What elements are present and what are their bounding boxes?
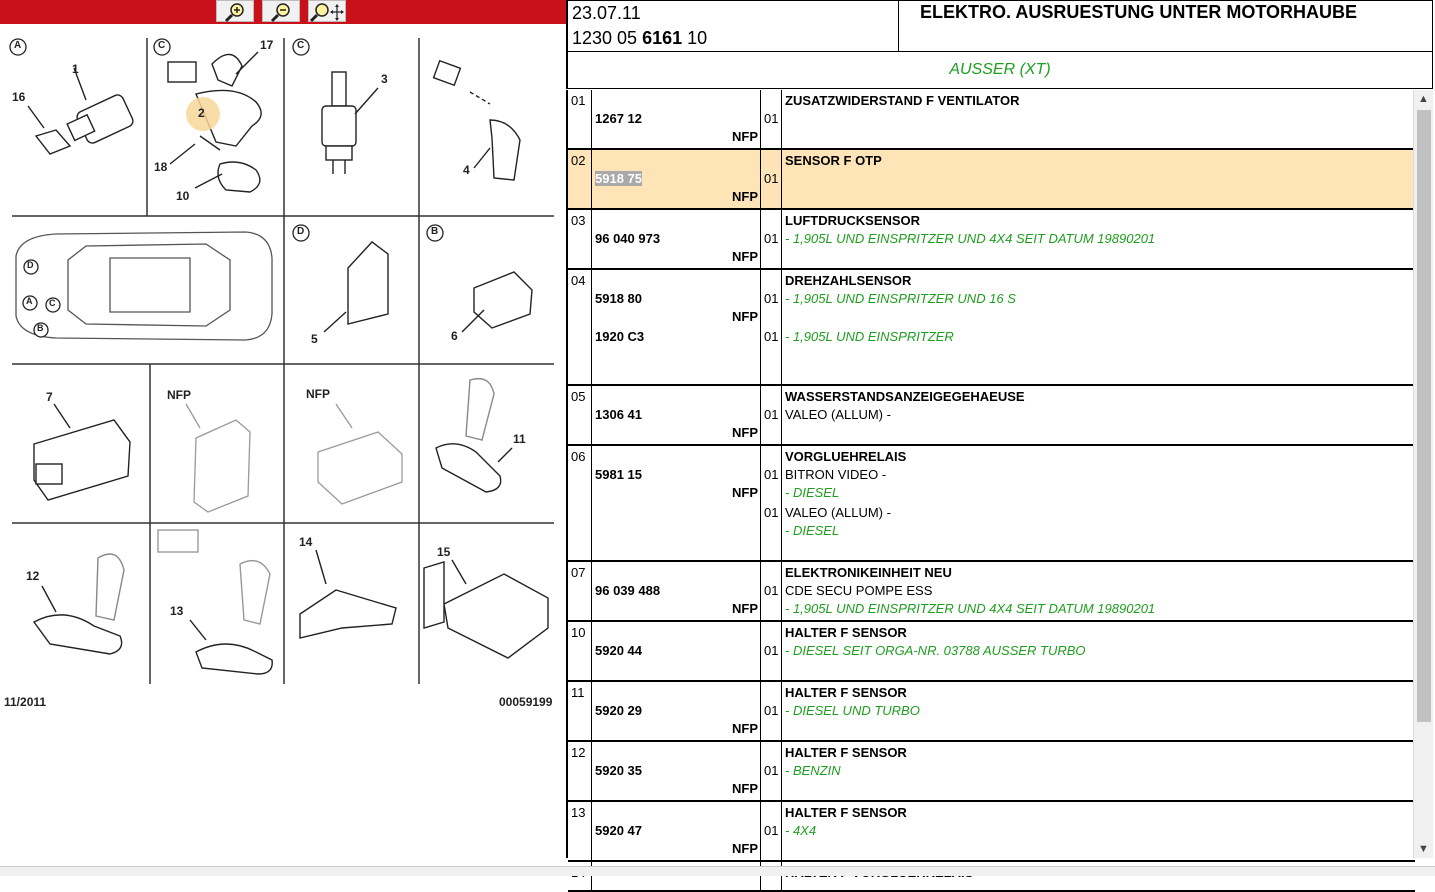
part-number-cell [592,682,761,740]
quantity: 01 [764,231,779,246]
part-note: VALEO (ALLUM) - [785,407,891,422]
part-description: ELEKTRONIKEINHEIT NEU [785,565,952,580]
table-row[interactable] [568,386,1415,446]
zoom-move-icon [310,2,344,22]
callout: 17 [260,38,274,52]
part-note: - BENZIN [785,763,841,778]
quantity: 01 [764,171,779,186]
code-bold: 6161 [642,28,683,48]
part-description: DREHZAHLSENSOR [785,273,912,288]
callout: 7 [46,390,53,404]
part-description: ZUSATZWIDERSTAND F VENTILATOR [785,93,1020,108]
part-note: - DIESEL SEIT ORGA-NR. 03788 AUSSER TURBO [785,643,1086,658]
part-description: HALTER F SENSOR [785,745,907,760]
diagram-toolbar [0,0,566,24]
description-cell [782,622,1415,680]
table-row[interactable] [568,562,1415,622]
part-note: - DIESEL [785,485,840,500]
parts-table [566,90,1415,858]
row-number: 07 [568,562,592,620]
quantity: 01 [764,467,779,482]
part-description: HALTER F SENSOR [785,685,907,700]
catalog-date: 23.07.11 [572,3,641,23]
row-number: 13 [568,802,592,860]
description-cell [782,270,1415,384]
part-note: - 1,905L UND EINSPRITZER UND 4X4 SEIT DATUM 19890201 [785,601,1156,616]
part-number[interactable]: 96 040 973 [595,231,661,246]
quantity-cell [761,446,782,560]
table-row[interactable] [568,150,1415,210]
callout: 13 [170,604,184,618]
description-cell [782,386,1415,444]
row-number: 03 [568,210,592,268]
quantity-cell [761,210,782,268]
part-number[interactable]: 1267 12 [595,111,642,126]
part-description: SENSOR F OTP [785,153,882,168]
zone-label: D [297,226,305,237]
row-number: 12 [568,742,592,800]
callout: 4 [463,163,470,177]
part-number[interactable]: 5920 47 [595,823,642,838]
callout: NFP [306,387,330,401]
part-description: HALTER F SENSOR [785,805,907,820]
zoom-out-button[interactable] [262,0,300,22]
scroll-down-icon[interactable]: ▼ [1418,843,1429,855]
nfp-label: NFP [732,781,758,796]
callout: 5 [311,332,318,346]
zone-label: C [297,40,305,51]
part-note: BITRON VIDEO - [785,467,887,482]
part-number-cell [592,742,761,800]
table-row[interactable] [568,742,1415,802]
nfp-label: NFP [732,485,758,500]
nfp-label: NFP [732,841,758,856]
quantity-cell [761,562,782,620]
zone-label: D [27,260,34,270]
nfp-label: NFP [732,129,758,144]
part-note: - DIESEL [785,523,840,538]
code-prefix: 1230 05 [572,28,638,48]
zone-label: A [14,40,22,51]
nfp-label: NFP [732,721,758,736]
quantity: 01 [764,823,779,838]
row-number: 02 [568,150,592,208]
page-title: ELEKTRO. AUSRUESTUNG UNTER MOTORHAUBE [920,2,1358,22]
quantity: 01 [764,505,779,520]
description-cell [782,210,1415,268]
part-number[interactable]: 5918 75 [595,171,642,186]
page-subtitle: AUSSER (XT) [566,52,1433,89]
nfp-label: NFP [732,189,758,204]
description-cell [782,742,1415,800]
quantity-cell [761,742,782,800]
part-description: LUFTDRUCKSENSOR [785,213,921,228]
catalog-code [572,28,707,49]
row-number: 05 [568,386,592,444]
description-cell [782,446,1415,560]
part-note: CDE SECU POMPE ESS [785,583,933,598]
part-number-cell [592,210,761,268]
zone-label: B [37,323,44,333]
parts-diagram [0,24,566,724]
row-number: 10 [568,622,592,680]
part-note: - 4X4 [785,823,817,838]
row-number: 04 [568,270,592,384]
zone-label: B [431,226,439,237]
scrollbar-thumb[interactable] [1417,110,1431,722]
zoom-in-button[interactable] [216,0,254,22]
zoom-out-icon [269,2,293,22]
diagram-date: 11/2011 [4,695,47,709]
part-number[interactable]: 1920 C3 [595,329,645,344]
callout: 6 [451,329,458,343]
quantity: 01 [764,583,779,598]
part-number-cell [592,622,761,680]
part-description: VORGLUEHRELAIS [785,449,907,464]
callout: 12 [26,569,40,583]
quantity: 01 [764,763,779,778]
parts-list-panel [566,0,1435,875]
part-number-cell [592,270,761,384]
quantity-cell [761,90,782,148]
table-row[interactable] [568,802,1415,862]
quantity-cell [761,270,782,384]
quantity-cell [761,622,782,680]
diagram-ref: 00059199 [499,695,553,709]
description-cell [782,682,1415,740]
table-row[interactable] [568,622,1415,682]
zone-label: C [158,40,166,51]
zoom-move-button[interactable] [308,0,346,22]
part-note: - 1,905L UND EINSPRITZER UND 4X4 SEIT DATUM 19890201 [785,231,1156,246]
part-number-cell [592,90,761,148]
zoom-in-icon [223,2,247,22]
quantity: 01 [764,643,779,658]
nfp-label: NFP [732,425,758,440]
zone-label: A [26,296,33,306]
part-number[interactable]: 5981 15 [595,467,642,482]
part-number[interactable]: 1306 41 [595,407,642,422]
part-number[interactable]: 5920 35 [595,763,642,778]
part-number[interactable]: 5920 29 [595,703,642,718]
part-number[interactable]: 96 039 488 [595,583,661,598]
table-row[interactable] [568,90,1415,150]
description-cell [782,562,1415,620]
part-note: - 1,905L UND EINSPRITZER [785,329,954,344]
quantity: 01 [764,329,779,344]
description-cell [782,150,1415,208]
callout: 16 [12,90,26,104]
part-number-cell [592,150,761,208]
nfp-label: NFP [732,601,758,616]
part-description: WASSERSTANDSANZEIGEGEHAEUSE [785,389,1025,404]
row-number: 01 [568,90,592,148]
part-note: VALEO (ALLUM) - [785,505,891,520]
part-number[interactable]: 5918 80 [595,291,642,306]
quantity: 01 [764,291,779,306]
header-divider [898,1,899,52]
part-number-cell [592,386,761,444]
part-number-cell [592,562,761,620]
quantity: 01 [764,407,779,422]
callout: 2 [198,106,205,120]
table-row[interactable] [568,270,1415,386]
vertical-scrollbar[interactable] [1413,90,1433,858]
quantity: 01 [764,703,779,718]
callout: 1 [72,62,79,76]
callout: NFP [167,388,191,402]
scroll-up-icon[interactable]: ▲ [1418,93,1429,105]
row-number: 06 [568,446,592,560]
nfp-label: NFP [732,309,758,324]
description-cell [782,802,1415,860]
part-note: - DIESEL UND TURBO [785,703,920,718]
quantity-cell [761,802,782,860]
quantity: 01 [764,111,779,126]
quantity-cell [761,386,782,444]
callout: 14 [299,535,313,549]
table-row[interactable] [568,446,1415,562]
callout: 10 [176,189,190,203]
callout: 15 [437,545,451,559]
callout: 11 [513,432,526,446]
code-suffix: 10 [687,28,708,48]
table-row[interactable] [568,210,1415,270]
quantity-cell [761,150,782,208]
part-number-cell [592,446,761,560]
callout: 3 [381,72,388,86]
description-cell [782,90,1415,148]
zone-label: C [49,298,56,308]
catalog-header [566,0,1433,52]
part-number[interactable]: 5920 44 [595,643,642,658]
callout: 18 [154,160,168,174]
diagram-panel [0,0,566,875]
part-number-cell [592,802,761,860]
table-row[interactable] [568,682,1415,742]
nfp-label: NFP [732,249,758,264]
part-description: HALTER F SENSOR [785,625,907,640]
quantity-cell [761,682,782,740]
part-note: - 1,905L UND EINSPRITZER UND 16 S [785,291,1016,306]
row-number: 11 [568,682,592,740]
status-bar [0,866,1435,876]
